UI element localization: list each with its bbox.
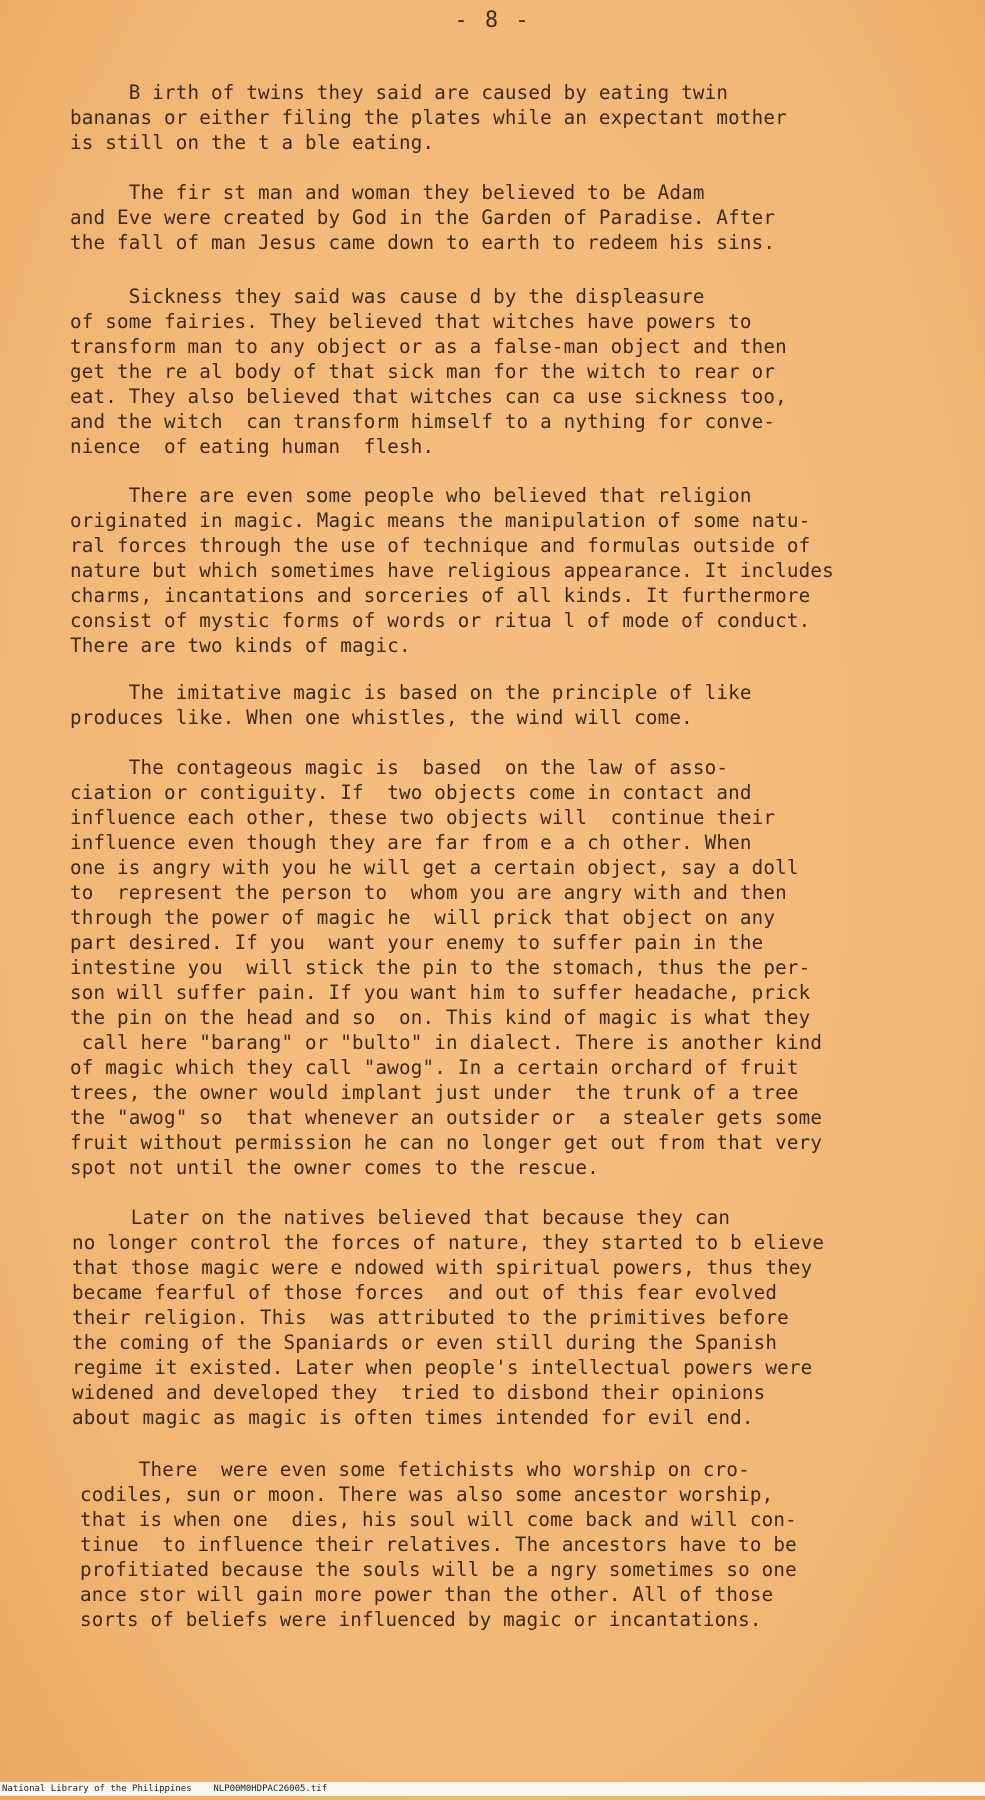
text-line: tinue to influence their relatives. The ancestors have to be bbox=[80, 1533, 797, 1556]
text-line: their religion. This was attributed to the primitives before bbox=[72, 1306, 789, 1329]
text-line: There were even some fetichists who worship on cro- bbox=[80, 1458, 750, 1481]
text-line: of some fairies. They believed that witches have powers to bbox=[70, 310, 752, 333]
text-line: influence even though they are far from e a ch other. When bbox=[70, 831, 752, 854]
text-line: the pin on the head and so on. This kind of magic is what they bbox=[70, 1006, 811, 1029]
paragraph-first-man bbox=[70, 180, 775, 255]
paragraph-imitative-magic bbox=[70, 680, 752, 730]
text-line: get the re al body of that sick man for the witch to rear or bbox=[70, 360, 776, 383]
paragraph-sickness bbox=[70, 284, 787, 459]
text-line: influence each other, these two objects will continue their bbox=[70, 806, 776, 829]
text-line: produces like. When one whistles, the wind will come. bbox=[70, 706, 693, 729]
text-line: eat. They also believed that witches can ca use sickness too, bbox=[70, 385, 787, 408]
text-line: bananas or either filing the plates while an expectant mother bbox=[70, 106, 787, 129]
text-line: regime it existed. Later when people's intellectual powers were bbox=[72, 1356, 813, 1379]
text-line: charms, incantations and sorceries of all kinds. It furthermore bbox=[70, 584, 811, 607]
text-line: The contageous magic is based on the law of asso- bbox=[70, 756, 729, 779]
text-line: fruit without permission he can no longer get out from that very bbox=[70, 1131, 823, 1154]
text-line: nature but which sometimes have religious appearance. It includes bbox=[70, 559, 834, 582]
paragraph-religion-magic bbox=[70, 483, 834, 658]
text-line: sorts of beliefs were influenced by magic or incantations. bbox=[80, 1608, 762, 1631]
text-line: that is when one dies, his soul will come back and will con- bbox=[80, 1508, 797, 1531]
text-line: call here "barang" or "bulto" in dialect. There is another kind bbox=[70, 1031, 823, 1054]
text-line: transform man to any object or as a false-man object and then bbox=[70, 335, 787, 358]
text-line: and Eve were created by God in the Garden of Paradise. After bbox=[70, 206, 776, 229]
scan-footer: National Library of the Philippines NLP00M0HDPAC26005.tif bbox=[0, 1782, 985, 1796]
text-line: There are two kinds of magic. bbox=[70, 634, 411, 657]
text-line: that those magic were e ndowed with spiritual powers, thus they bbox=[72, 1256, 813, 1279]
text-line: There are even some people who believed that religion bbox=[70, 484, 752, 507]
text-line: nience of eating human flesh. bbox=[70, 435, 435, 458]
text-line: through the power of magic he will prick that object on any bbox=[70, 906, 776, 929]
text-line: son will suffer pain. If you want him to suffer headache, prick bbox=[70, 981, 811, 1004]
text-line: profitiated because the souls will be a ngry sometimes so one bbox=[80, 1558, 797, 1581]
text-line: one is angry with you he will get a certain object, say a doll bbox=[70, 856, 799, 879]
text-line: B irth of twins they said are caused by eating twin bbox=[70, 81, 729, 104]
text-line: about magic as magic is often times intended for evil end. bbox=[72, 1406, 754, 1429]
page-number: - 8 - bbox=[454, 8, 531, 33]
text-line: the coming of the Spaniards or even still during the Spanish bbox=[72, 1331, 778, 1354]
text-line: of magic which they call "awog". In a certain orchard of fruit bbox=[70, 1056, 799, 1079]
text-line: no longer control the forces of nature, they started to b elieve bbox=[72, 1231, 825, 1254]
text-line: The imitative magic is based on the principle of like bbox=[70, 681, 752, 704]
paragraph-twins bbox=[70, 80, 787, 155]
text-line: the fall of man Jesus came down to earth to redeem his sins. bbox=[70, 231, 776, 254]
text-line: Sickness they said was cause d by the displeasure bbox=[70, 285, 705, 308]
text-line: and the witch can transform himself to a nything for conve- bbox=[70, 410, 776, 433]
text-line: part desired. If you want your enemy to suffer pain in the bbox=[70, 931, 764, 954]
paragraph-fetichists bbox=[80, 1457, 797, 1632]
text-line: trees, the owner would implant just under the trunk of a tree bbox=[70, 1081, 799, 1104]
text-line: consist of mystic forms of words or ritua l of mode of conduct. bbox=[70, 609, 811, 632]
paragraph-contageous-magic bbox=[70, 755, 822, 1180]
text-line: ral forces through the use of technique and formulas outside of bbox=[70, 534, 811, 557]
text-line: ance stor will gain more power than the other. All of those bbox=[80, 1583, 774, 1606]
text-line: ciation or contiguity. If two objects come in contact and bbox=[70, 781, 752, 804]
paragraph-later-natives bbox=[72, 1205, 824, 1430]
text-line: the "awog" so that whenever an outsider or a stealer gets some bbox=[70, 1106, 823, 1129]
text-line: became fearful of those forces and out of this fear evolved bbox=[72, 1281, 778, 1304]
text-line: widened and developed they tried to disbond their opinions bbox=[72, 1381, 766, 1404]
text-line: codiles, sun or moon. There was also some ancestor worship, bbox=[80, 1483, 774, 1506]
text-line: is still on the t a ble eating. bbox=[70, 131, 435, 154]
text-line: spot not until the owner comes to the rescue. bbox=[70, 1156, 599, 1179]
text-line: The fir st man and woman they believed to be Adam bbox=[70, 181, 705, 204]
text-line: originated in magic. Magic means the manipulation of some natu- bbox=[70, 509, 811, 532]
text-line: intestine you will stick the pin to the stomach, thus the per- bbox=[70, 956, 811, 979]
text-line: to represent the person to whom you are angry with and then bbox=[70, 881, 787, 904]
text-line: Later on the natives believed that because they can bbox=[72, 1206, 731, 1229]
